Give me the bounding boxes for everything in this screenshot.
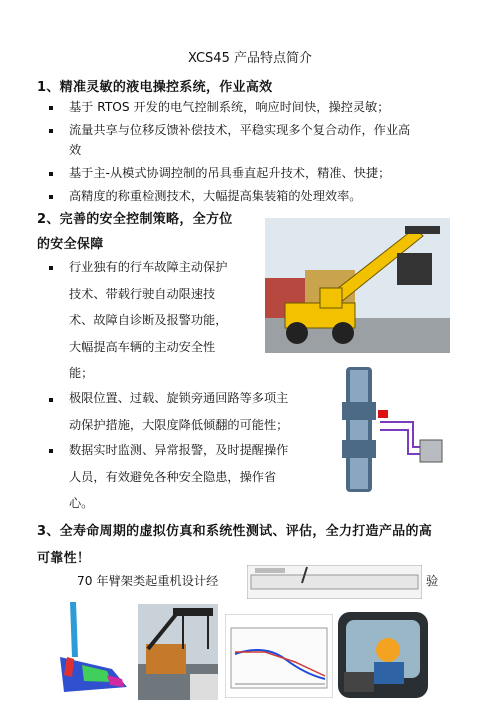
document-title: XCS45 产品特点简介 <box>188 51 312 66</box>
s2-b1-line: 技术、带载行驶自动限速技 <box>69 286 216 301</box>
s2-b3-line: 人员，有效避免各种安全隐患，操作省 <box>69 469 277 484</box>
s2-b2-line: 动保护措施，大限度降低倾翻的可能性； <box>69 417 289 432</box>
s2-bullet-2 <box>69 385 288 438</box>
s2-b2-line: 极限位置、过载、旋锁旁通回路等多项主 <box>69 391 289 405</box>
s2-b3-line: 数据实时监测、异常报警，及时提醒操作 <box>69 443 289 457</box>
design-experience-text-end: 验 <box>426 574 439 588</box>
hydraulic-cylinder-image <box>338 362 450 497</box>
operator-cab-image <box>338 612 428 698</box>
section-2-heading-line-2: 的安全保障 <box>37 237 104 252</box>
s1-bullet-3: 基于主-从模式协调控制的吊具垂直起升技术，精准、快捷； <box>69 166 391 180</box>
test-chart-image <box>225 614 333 698</box>
s1-bullet-1: 基于 RTOS 开发的电气控制系统，响应时间快，操控灵敏； <box>69 100 390 114</box>
reach-stacker-image <box>265 218 450 353</box>
s2-bullet-1 <box>69 254 227 387</box>
s2-b3-line: 心。 <box>69 496 94 510</box>
bullet-icon <box>49 398 53 402</box>
s1-bullet-2-line-2: 效 <box>69 143 82 157</box>
test-rig-image <box>138 604 218 700</box>
section-2-heading-line-1: 2、完善的安全控制策略，全方位 <box>37 212 233 227</box>
s2-b1-line: 大幅提高车辆的主动安全性 <box>69 339 216 354</box>
bullet-icon <box>49 106 53 110</box>
bullet-icon <box>49 266 53 270</box>
section-3-heading-line-1: 3、全寿命周期的虚拟仿真和系统性测试、评估，全力打造产品的高 <box>37 524 433 539</box>
s1-bullet-2-line-1: 流量共享与位移反馈补偿技术，平稳实现多个复合动作，作业高 <box>69 123 411 137</box>
bullet-icon <box>49 449 53 453</box>
s2-b1-line: 行业独有的行车故障主动保护 <box>69 260 228 274</box>
section-3-heading-line-2: 可靠性！ <box>37 551 91 566</box>
fea-boom-image <box>52 597 132 697</box>
bullet-icon <box>49 129 53 133</box>
design-experience-text: 70 年臂架类起重机设计经 <box>77 574 219 588</box>
bullet-icon <box>49 172 53 176</box>
simulation-banner-image <box>247 565 422 599</box>
s1-bullet-4: 高精度的称重检测技术，大幅提高集装箱的处理效率。 <box>69 189 362 203</box>
s2-b1-line: 能； <box>69 366 94 380</box>
s2-bullet-3 <box>69 437 288 517</box>
s2-b1-line: 术、故障自诊断及报警功能， <box>69 313 228 327</box>
section-1-heading: 1、精准灵敏的液电操控系统，作业高效 <box>37 80 273 95</box>
bullet-icon <box>49 195 53 199</box>
